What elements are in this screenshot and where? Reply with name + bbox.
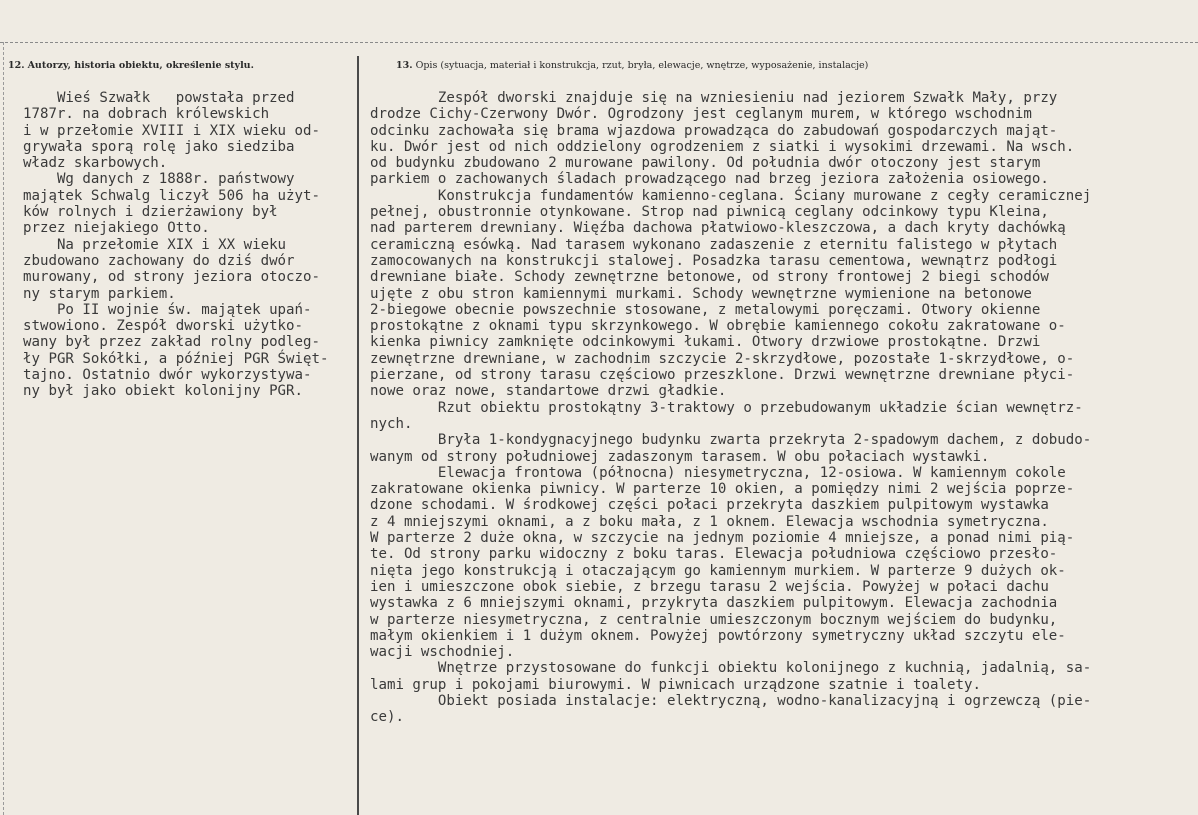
text-line: Obiekt posiada instalacje: elektryczną, wodno-kanalizacyjną i ogrzewczą (pie- [370,692,1092,709]
text-line: wacji wschodniej. [370,644,515,661]
text-line: Konstrukcja fundamentów kamienno-ceglana. Ściany murowane z cegły ceramicznej [370,187,1092,204]
text-line: stwowiono. Zespół dworski użytko- [23,318,304,335]
section-13-number: 13. [396,60,413,71]
text-line: Wg danych z 1888r. państwowy [23,171,295,188]
text-line: parkiem o zachowanych śladach prowadzącego nad brzeg jeziora założenia osiowego. [370,171,1049,188]
text-line: i w przełomie XVIII i XIX wieku od- [23,122,320,139]
text-line: ujęte z obu stron kamiennymi murkami. Schody wewnętrzne wymienione na betonowe [370,285,1032,302]
text-line: te. Od strony parku widoczny z boku taras. Elewacja południowa częściowo przesło- [370,546,1058,563]
text-line: drewniane białe. Schody zewnętrzne betonowe, od strony frontowej 2 biegi schodów [370,269,1049,286]
text-line: lami grup i pokojami biurowymi. W piwnicach urządzone szatnie i toalety. [370,676,981,693]
text-line: Zespół dworski znajduje się na wzniesieniu nad jeziorem Szwałk Mały, przy [370,90,1058,106]
section-13-header [396,60,868,71]
text-line: wystawka z 6 mniejszymi oknami, przykryta daszkiem pulpitowym. Elewacja zachodnia [370,595,1058,612]
text-line: małym okienkiem i 1 dużym oknem. Powyżej powtórzony symetryczny układ szczytu ele- [370,627,1066,644]
text-line: władz skarbowych. [23,155,168,172]
left-rule [3,42,4,815]
text-line: ku. Dwór jest od nich oddzielony ogrodzeniem z siatki i wysokimi drzewami. Na wsch. [370,138,1075,155]
text-line: drodze Cichy-Czerwony Dwór. Ogrodzony jest ceglanym murem, w którego wschodnim [370,106,1032,123]
text-line: ny starym parkiem. [23,285,176,302]
column-divider [357,56,359,815]
text-line: murowany, od strony jeziora otoczo- [23,269,320,286]
top-rule [0,42,1198,43]
text-line: 1787r. na dobrach królewskich [23,106,270,123]
text-line: wanym od strony południowej zadaszonym tarasem. W obu połaciach wystawki. [370,448,990,465]
text-line: zamocowanych na konstrukcji stalowej. Posadzka tarasu cementowa, wewnątrz podłogi [370,252,1058,269]
section-12-header [8,60,254,71]
history-text [23,90,351,400]
text-line: od budynku zbudowano 2 murowane pawilony. Od południa dwór otoczony jest starym [370,155,1041,172]
text-line: Bryła 1-kondygnacyjnego budynku zwarta przekryta 2-spadowym dachem, z dobudo- [370,432,1092,449]
text-line: pełnej, obustronnie otynkowane. Strop nad piwnicą ceglany odcinkowy typu Kleina, [370,204,1049,221]
text-line: Po II wojnie św. majątek upań- [23,301,312,318]
text-line: nowe oraz nowe, standartowe drzwi gładkie. [370,383,727,400]
text-line: prostokątne z oknami typu skrzynkowego. W obrębie kamiennego cokołu zakratowane o- [370,318,1066,335]
text-line: 2-biegowe obecnie powszechnie stosowane, z metalowymi poręczami. Otwory okienne [370,301,1041,318]
section-12-title: Autorzy, historia obiektu, określenie stylu. [27,60,254,71]
text-line: Wnętrze przystosowane do funkcji obiektu kolonijnego z kuchnią, jadalnią, sa- [370,660,1092,677]
text-line: W parterze 2 duże okna, w szczycie na jednym poziomie 4 mniejsze, a ponad nimi pią- [370,530,1075,547]
text-line: Elewacja frontowa (północna) niesymetryczna, 12-osiowa. W kamiennym cokole [370,464,1066,481]
section-13-title: Opis (sytuacja, materiał i konstrukcja, rzut, bryła, elewacje, wnętrze, wyposażenie, instalacje) [415,60,869,71]
text-line: ny był jako obiekt kolonijny PGR. [23,383,304,400]
text-line: zbudowano zachowany do dziś dwór [23,252,295,269]
text-line: ien i umieszczone obok siebie, z brzegu tarasu 2 wejścia. Powyżej w połaci dachu [370,578,1049,595]
text-line: przez niejakiego Otto. [23,220,210,237]
text-line: Wieś Szwałk powstała przed [23,90,295,106]
description-text [370,90,1192,726]
text-line: kienka piwnicy zamknięte odcinkowymi łukami. Otwory drzwiowe prostokątne. Drzwi [370,334,1041,351]
text-line: w parterze niesymetryczna, z centralnie umieszczonym bocznym wejściem do budynku, [370,611,1058,628]
text-line: nad parterem drewniany. Więźba dachowa płatwiowo-kleszczowa, a dach kryty dachówką [370,220,1066,237]
text-line: ły PGR Sokółki, a później PGR Święt- [23,350,329,367]
text-line: wany był przez zakład rolny podleg- [23,334,320,351]
text-line: pierzane, od strony tarasu częściowo przeszklone. Drzwi wewnętrzne drewniane płyci- [370,367,1075,384]
text-line: ce). [370,709,404,726]
text-line: zakratowane okienka piwnicy. W parterze 10 okien, a pomiędzy nimi 2 wejścia poprze- [370,481,1075,498]
text-line: zewnętrzne drewniane, w zachodnim szczycie 2-skrzydłowe, pozostałe 1-skrzydłowe, o- [370,350,1075,367]
section-12-number: 12. [8,60,25,71]
text-line: ceramiczną esówką. Nad tarasem wykonano zadaszenie z eternitu falistego w płytach [370,236,1058,253]
text-line: ków rolnych i dzierżawiony był [23,204,278,221]
text-line: Na przełomie XIX i XX wieku [23,236,287,253]
text-line: nych. [370,415,413,432]
text-line: z 4 mniejszymi oknami, a z boku mała, z 1 oknem. Elewacja wschodnia symetryczna. [370,513,1049,530]
text-line: grywała sporą rolę jako siedziba [23,138,295,155]
text-line: odcinku zachowała się brama wjazdowa prowadząca do zabudowań gospodarczych mająt- [370,122,1058,139]
text-line: nięta jego konstrukcją i otaczającym go kamiennym murkiem. W parterze 9 dużych ok- [370,562,1066,579]
text-line: dzone schodami. W środkowej części połaci przekryta daszkiem pulpitowym wystawka [370,497,1049,514]
text-line: Rzut obiektu prostokątny 3-traktowy o przebudowanym układzie ścian wewnętrz- [370,399,1083,416]
text-line: tajno. Ostatnio dwór wykorzystywa- [23,367,312,384]
text-line: majątek Schwalg liczył 506 ha użyt- [23,187,320,204]
